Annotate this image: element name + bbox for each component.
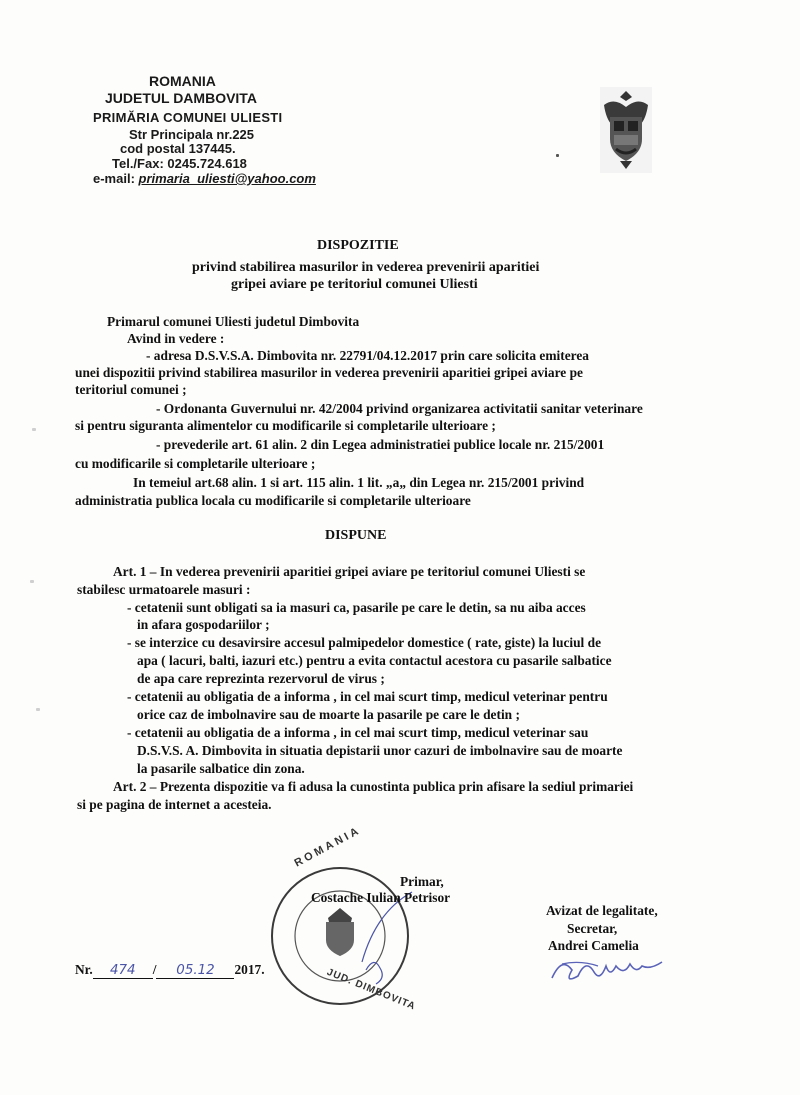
subtitle-line-2: gripei aviare pe teritoriul comunei Uliesti (231, 277, 478, 292)
nr-date: 05.12 (156, 963, 234, 979)
article-line: de apa care reprezinta rezervorul de virus ; (137, 671, 385, 686)
stamp-text-bottom: JUD. DIMBOVITA (325, 966, 418, 1013)
preamble-line: - prevederile art. 61 alin. 2 din Legea administratiei publice locale nr. 215/2001 (156, 437, 605, 452)
country-name: ROMANIA (149, 73, 216, 89)
coat-of-arms-icon (600, 87, 652, 173)
article-line: Art. 1 – In vederea prevenirii aparitiei gripei aviare pe teritoriul comunei Uliesti se (113, 564, 586, 579)
preamble-line: - Ordonanta Guvernului nr. 42/2004 privind organizarea activitatii sanitar veterinare (156, 401, 643, 416)
document-title: DISPOZITIE (317, 238, 399, 253)
phone-fax: Tel./Fax: 0245.724.618 (112, 156, 247, 171)
preamble-line: teritoriul comunei ; (75, 382, 187, 397)
article-line: apa ( lacuri, balti, iazuri etc.) pentru a evita contactul acestora cu pasarile salbatice (137, 653, 612, 668)
article-line: stabilesc urmatoarele masuri : (77, 582, 251, 597)
mayor-title: Primar, (400, 874, 444, 889)
email-line (93, 171, 316, 186)
article-line: - se interzice cu desavirsire accesul palmipedelor domestice ( rate, giste) la luciul de (127, 635, 602, 650)
nr-year: 2017. (234, 962, 265, 977)
official-stamp-icon (266, 862, 414, 1010)
article-line: Art. 2 – Prezenta dispozitie va fi adusa la cunostinta publica prin afisare la sediul primariei (113, 779, 634, 794)
nr-prefix: Nr. (75, 962, 93, 977)
article-line: la pasarile salbatice din zona. (137, 761, 305, 776)
article-line: orice caz de imbolnavire sau de moarte la pasarile pe care le detin ; (137, 707, 520, 722)
email-link[interactable]: primaria_uliesti@yahoo.com (138, 171, 316, 186)
article-line: in afara gospodariilor ; (137, 617, 270, 632)
mayor-name: Costache Iulian Petrisor (311, 890, 451, 905)
institution-name: PRIMĂRIA COMUNEI ULIESTI (93, 110, 283, 125)
secretary-signature-icon (548, 948, 678, 990)
secretary-name: Andrei Camelia (548, 938, 639, 953)
preamble-line: Primarul comunei Uliesti judetul Dimbovita (107, 314, 360, 329)
scan-artifact (556, 154, 559, 157)
preamble-line: cu modificarile si completarile ulterioare ; (75, 456, 316, 471)
article-line: - cetatenii au obligatia de a informa , in cel mai scurt timp, medicul veterinar sau (127, 725, 589, 740)
article-line: si pe pagina de internet a acesteia. (77, 797, 272, 812)
scan-artifact (36, 708, 40, 711)
street-address: Str Principala nr.225 (129, 127, 255, 142)
preamble-line: Avind in vedere : (127, 331, 225, 346)
preamble-line: administratia publica locala cu modificarile si completarile ulterioare (75, 493, 471, 508)
preamble-line: si pentru siguranta alimentelor cu modificarile si completarile ulterioare ; (75, 418, 496, 433)
postal-code: cod postal 137445. (120, 141, 236, 156)
article-line: - cetatenii sunt obligati sa ia masuri ca, pasarile pe care le detin, sa nu aiba acces (127, 600, 586, 615)
preamble-line: unei dispozitii privind stabilirea masurilor in vederea prevenirii aparitiei gripei aviare pe (75, 365, 583, 380)
county-name: JUDETUL DAMBOVITA (105, 90, 257, 106)
legality-label: Avizat de legalitate, (546, 903, 658, 918)
article-line: D.S.V.S. A. Dimbovita in situatia depistarii unor cazuri de imbolnavire sau de moarte (137, 743, 623, 758)
secretary-title: Secretar, (567, 921, 618, 936)
dispune-heading: DISPUNE (325, 528, 387, 543)
article-line: - cetatenii au obligatia de a informa , in cel mai scurt timp, medicul veterinar pentru (127, 689, 608, 704)
registration-line: Nr. 474 / 05.12 2017. (75, 962, 265, 978)
preamble-line: In temeiul art.68 alin. 1 si art. 115 alin. 1 lit. „a„ din Legea nr. 215/2001 privind (133, 475, 585, 490)
nr-number: 474 (93, 963, 153, 979)
scan-artifact (32, 428, 36, 431)
preamble-line: - adresa D.S.V.S.A. Dimbovita nr. 22791/04.12.2017 prin care solicita emiterea (146, 348, 589, 363)
email-label: e-mail: (93, 171, 135, 186)
scan-artifact (30, 580, 34, 583)
subtitle-line-1: privind stabilirea masurilor in vederea prevenirii aparitiei (192, 260, 540, 275)
stamp-text-top: ROMANIA (292, 824, 364, 870)
